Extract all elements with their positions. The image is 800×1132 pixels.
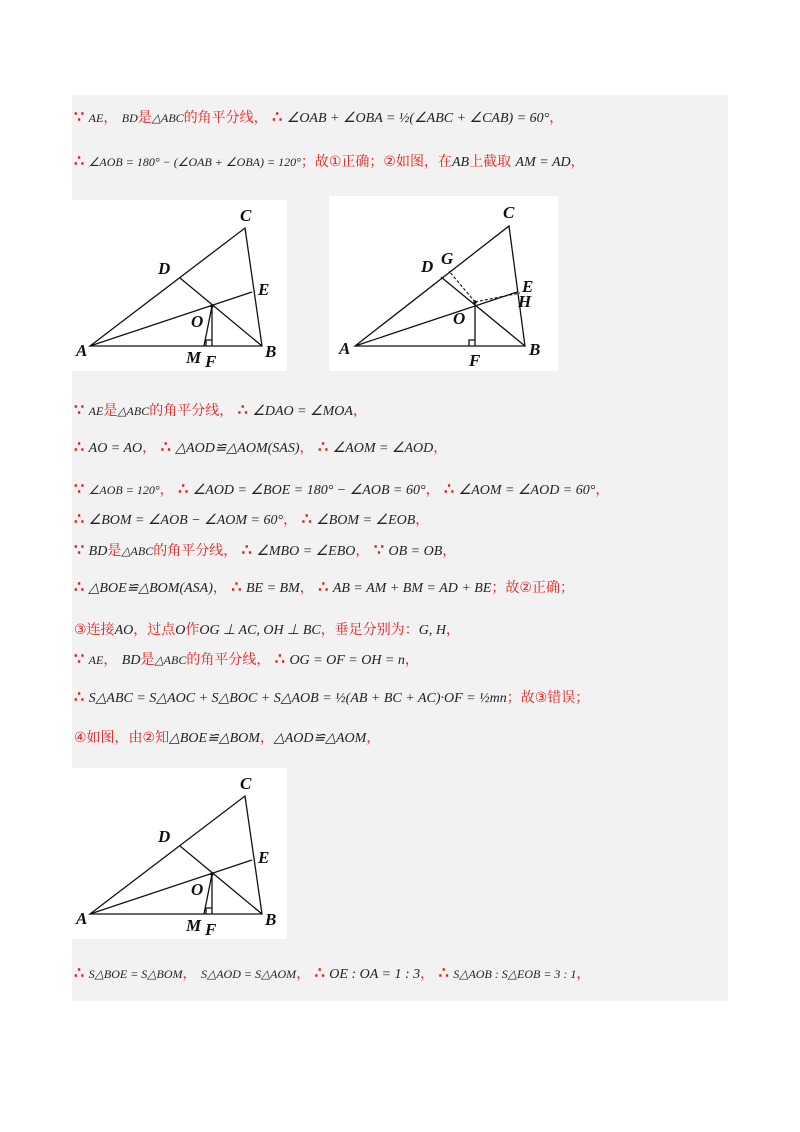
- because-symbol: ∵: [373, 540, 385, 559]
- area-aod-equation: S△AOD = S△AOM: [200, 967, 297, 981]
- label-f: F: [469, 351, 481, 370]
- therefore-symbol: ∴: [74, 963, 85, 982]
- angle-equation: ∠DAO = ∠MOA: [252, 404, 353, 419]
- angle-aob-equation: ∠AOB = 180° − (∠OAB + ∠OBA) = 120°: [88, 155, 301, 169]
- solution-line-4: [74, 437, 447, 459]
- solution-line-5: [74, 479, 609, 501]
- angle-equation: ∠AOM = ∠AOD = 60°: [458, 483, 596, 498]
- separator: ，: [352, 403, 367, 419]
- separator: ，: [182, 966, 197, 982]
- conclusion-text: ；故②正确；: [491, 580, 574, 596]
- separator: ，: [549, 110, 564, 126]
- triangle-abc: △ABC: [117, 404, 150, 418]
- segment-ae: AE: [88, 111, 104, 125]
- solution-line-2: [74, 151, 585, 173]
- figure-1-svg: [72, 200, 287, 371]
- figure-triangle-2: [329, 196, 558, 371]
- label-b: B: [265, 342, 277, 361]
- text: 是: [140, 652, 155, 668]
- angle-equation: ∠BOM = ∠AOB − ∠AOM = 60°: [88, 513, 284, 528]
- solution-line-10: [74, 649, 419, 671]
- separator: ，: [283, 512, 298, 528]
- text: ③连接: [74, 622, 115, 638]
- text: ；故①正确；②如图，在: [300, 154, 452, 170]
- label-a: A: [339, 339, 351, 358]
- segment-ae: AE: [88, 404, 104, 418]
- therefore-symbol: ∴: [74, 437, 85, 456]
- therefore-symbol: ∴: [178, 479, 189, 498]
- solution-line-13: [74, 963, 590, 985]
- because-symbol: ∵: [74, 400, 85, 419]
- text: ④如图，由②知: [74, 730, 170, 746]
- conclusion-text: ；故③错误；: [506, 690, 590, 706]
- solution-line-11: [74, 687, 589, 709]
- angle-equation: ∠BOM = ∠EOB: [316, 513, 416, 528]
- because-symbol: ∵: [74, 540, 85, 559]
- label-b: B: [529, 340, 541, 359]
- label-a: A: [76, 909, 88, 928]
- area-ratio: S△AOB : S△EOB = 3 : 1: [453, 967, 577, 981]
- text: 是: [137, 110, 152, 126]
- separator: ，: [404, 652, 419, 668]
- therefore-symbol: ∴: [274, 649, 285, 668]
- separator: ，: [595, 482, 610, 498]
- point-o: [210, 304, 214, 308]
- label-e: E: [258, 280, 270, 299]
- label-h: H: [518, 292, 532, 311]
- separator: ，: [445, 622, 460, 638]
- segment-bd: BD: [121, 653, 141, 668]
- label-o: O: [191, 880, 204, 899]
- separator: ，: [433, 440, 448, 456]
- separator: ，: [296, 966, 311, 982]
- triangle-abc-shape: [355, 226, 525, 346]
- therefore-symbol: ∴: [74, 577, 85, 596]
- solution-line-12: [74, 728, 380, 749]
- separator: ，: [299, 440, 314, 456]
- solution-line-6: [74, 509, 429, 531]
- label-a: A: [76, 341, 88, 360]
- congruence-aod-aom: △AOD≌△AOM(SAS): [175, 441, 300, 456]
- therefore-symbol: ∴: [74, 151, 85, 170]
- segment-ae: AE: [88, 653, 104, 667]
- label-o: O: [453, 309, 466, 328]
- triangle-abc-shape: [90, 228, 262, 346]
- angle-equation: ∠AOM = ∠AOD: [332, 441, 434, 456]
- distance-equation: OG = OF = OH = n: [289, 653, 405, 668]
- label-c: C: [503, 203, 515, 222]
- triangle-abc: △ABC: [154, 653, 187, 667]
- therefore-symbol: ∴: [272, 107, 283, 126]
- figure-triangle-3: [72, 768, 287, 939]
- text: 的角平分线，: [186, 652, 271, 668]
- angle-equation: ∠MBO = ∠EBO: [256, 544, 356, 559]
- label-d: D: [158, 259, 171, 278]
- text: ，垂足分别为：: [320, 622, 419, 638]
- text: 上截取: [469, 154, 512, 170]
- label-e: E: [522, 277, 534, 296]
- triangle-abc: △ABC: [121, 544, 154, 558]
- solution-line-7: [74, 540, 456, 562]
- therefore-symbol: ∴: [74, 509, 85, 528]
- text: ，过点: [133, 622, 176, 638]
- text: 作: [185, 622, 200, 638]
- angle-aob-value: ∠AOB = 120°: [88, 483, 160, 497]
- separator: ，: [159, 482, 174, 498]
- label-f: F: [205, 352, 217, 371]
- therefore-symbol: ∴: [314, 963, 325, 982]
- right-angle-mark: [206, 340, 212, 346]
- congruence-boe-bom: △BOE≌△BOM(ASA): [88, 581, 213, 596]
- label-c: C: [240, 774, 252, 793]
- separator: ，: [415, 512, 430, 528]
- point-o-label: O: [175, 623, 186, 638]
- be-equals-bm: BE = BM: [245, 581, 300, 596]
- angle-sum-equation: ∠OAB + ∠OBA = ½(∠ABC + ∠CAB) = 60°: [286, 111, 550, 126]
- because-symbol: ∵: [74, 479, 85, 498]
- figure-triangle-1: [72, 200, 287, 371]
- therefore-symbol: ∴: [318, 577, 329, 596]
- feet-labels: G, H: [418, 623, 446, 638]
- text: 是: [107, 543, 122, 559]
- separator: ，: [259, 730, 274, 746]
- therefore-symbol: ∴: [317, 437, 329, 456]
- label-e: E: [258, 848, 270, 867]
- therefore-symbol: ∴: [237, 400, 248, 419]
- therefore-symbol: ∴: [231, 577, 242, 596]
- separator: ，: [212, 580, 227, 596]
- segment-bd: BD: [88, 544, 108, 559]
- figure-2-svg: [329, 196, 558, 371]
- separator: ，: [142, 440, 157, 456]
- separator: ，: [299, 580, 314, 596]
- segment-ab: AB: [451, 155, 470, 170]
- separator: ，: [425, 482, 440, 498]
- separator: ，: [103, 110, 118, 126]
- segment-bd: BD: [121, 111, 138, 125]
- point-o: [210, 872, 214, 876]
- label-b: B: [265, 910, 277, 929]
- text: 的角平分线，: [153, 543, 238, 559]
- label-m: M: [186, 916, 202, 935]
- ob-equals-ob: OB = OB: [388, 544, 443, 559]
- perpendicular-oh: [475, 293, 520, 302]
- solution-line-1: [74, 107, 563, 129]
- separator: ，: [355, 543, 370, 559]
- because-symbol: ∵: [74, 107, 85, 126]
- right-angle-mark: [469, 340, 475, 346]
- perpendicular-statement: OG ⊥ AC, OH ⊥ BC: [199, 623, 321, 638]
- triangle-abc-shape: [90, 796, 262, 914]
- label-o: O: [191, 312, 204, 331]
- congruence-aod-aom: △AOD≌△AOM: [273, 731, 367, 746]
- label-c: C: [240, 206, 252, 225]
- separator: ，: [570, 154, 585, 170]
- separator: ，: [366, 730, 381, 746]
- therefore-symbol: ∴: [241, 540, 252, 559]
- congruence-boe-bom: △BOE≌△BOM: [169, 731, 260, 746]
- label-f: F: [205, 920, 217, 939]
- point-o: [473, 300, 477, 304]
- because-symbol: ∵: [74, 649, 85, 668]
- am-equals-ad: AM = AD: [515, 155, 571, 170]
- separator: ，: [103, 652, 118, 668]
- label-d: D: [421, 257, 434, 276]
- ratio-oe-oa: OE : OA = 1 : 3: [329, 967, 421, 982]
- text: 是: [103, 403, 118, 419]
- solution-line-9: [74, 620, 460, 641]
- area-boe-equation: S△BOE = S△BOM: [88, 967, 183, 981]
- triangle-abc: △ABC: [151, 111, 184, 125]
- separator: ，: [442, 543, 457, 559]
- segment-ao: AO: [114, 623, 134, 638]
- ao-equals-ao: AO = AO: [88, 441, 143, 456]
- therefore-symbol: ∴: [438, 963, 449, 982]
- label-m: M: [186, 348, 202, 367]
- bisector-ae: [90, 292, 252, 346]
- solution-line-8: [74, 577, 574, 599]
- area-equation: S△ABC = S△AOC + S△BOC + S△AOB = ½(AB + BC + AC)·OF = ½mn: [88, 691, 507, 706]
- therefore-symbol: ∴: [444, 479, 455, 498]
- bisector-ae: [90, 860, 252, 914]
- separator: ，: [420, 966, 435, 982]
- therefore-symbol: ∴: [301, 509, 312, 528]
- label-d: D: [158, 827, 171, 846]
- separator: ，: [576, 966, 591, 982]
- text: 的角平分线，: [149, 403, 234, 419]
- solution-line-3: [74, 400, 367, 422]
- ab-sum-equation: AB = AM + BM = AD + BE: [332, 581, 492, 596]
- therefore-symbol: ∴: [160, 437, 171, 456]
- angle-equation: ∠AOD = ∠BOE = 180° − ∠AOB = 60°: [192, 483, 426, 498]
- figure-3-svg: [72, 768, 287, 939]
- therefore-symbol: ∴: [74, 687, 85, 706]
- right-angle-mark: [206, 908, 212, 914]
- text: 的角平分线，: [183, 110, 268, 126]
- label-g: G: [441, 249, 454, 268]
